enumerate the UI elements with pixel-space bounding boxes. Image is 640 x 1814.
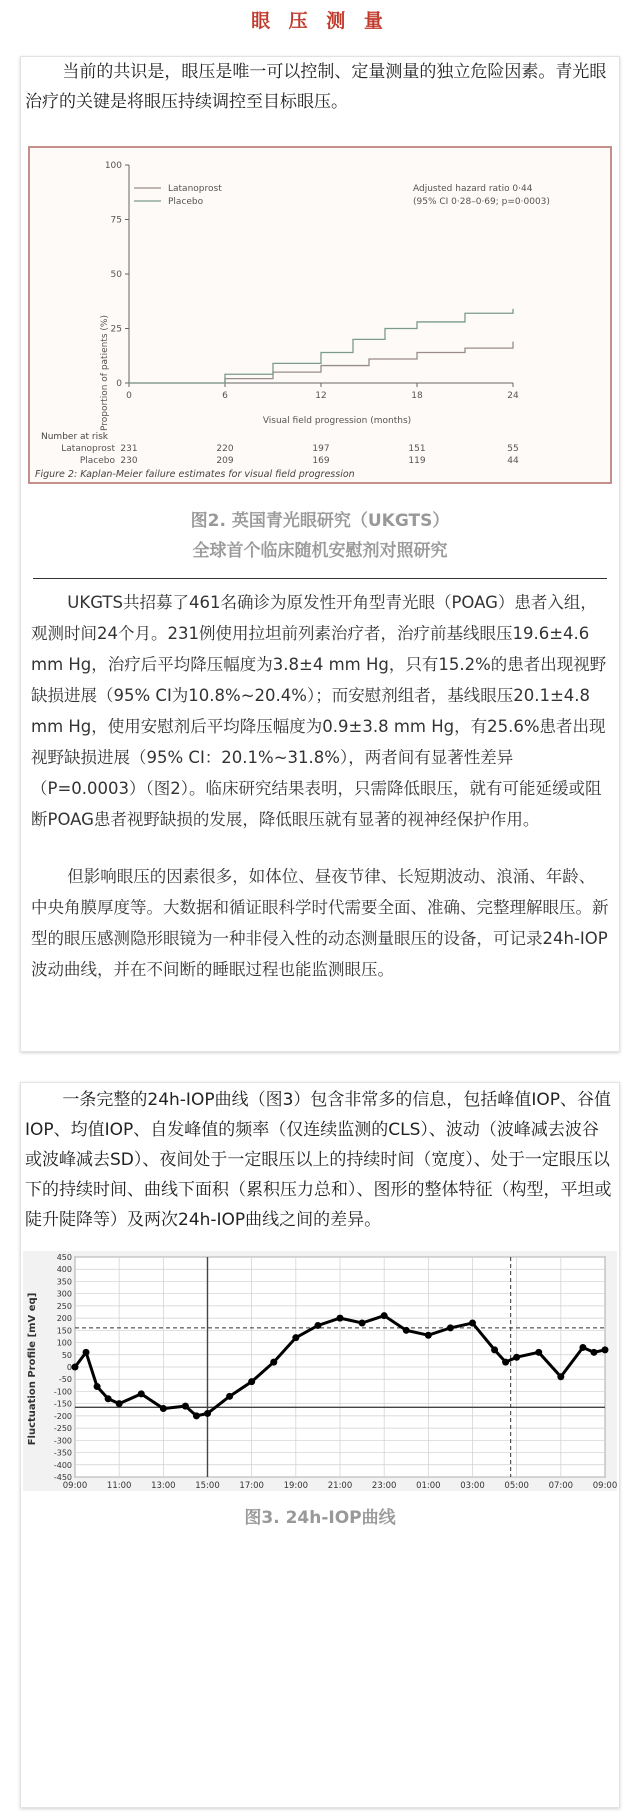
figure-3-y-label: Fluctuation Profile [mV eq] <box>27 1292 38 1446</box>
figure-2-caption-line1: 图2. 英国青光眼研究（UKGTS） <box>190 511 450 531</box>
iop-point <box>105 1395 112 1402</box>
y-tick-label: -400 <box>53 1460 72 1470</box>
iop-point <box>314 1322 321 1329</box>
x-tick-label: 6 <box>222 391 228 401</box>
x-tick-label: 09:00 <box>62 1481 88 1491</box>
risk-row-name-placebo: Placebo <box>79 456 115 466</box>
y-tick-label: -350 <box>53 1448 72 1458</box>
figure-2-caption-line2: 全球首个临床随机安慰剂对照研究 <box>192 541 448 561</box>
page-title: 眼 压 测 量 <box>251 10 389 32</box>
x-tick-label: 23:00 <box>371 1481 397 1491</box>
x-tick-label: 12 <box>315 391 327 401</box>
y-tick-label: 300 <box>56 1289 72 1299</box>
x-tick-label: 24 <box>507 391 519 401</box>
figure-2-km-chart <box>21 143 619 488</box>
risk-value: 220 <box>216 444 234 454</box>
iop-point <box>94 1383 101 1390</box>
risk-title: Number at risk <box>41 432 109 442</box>
iop-point <box>403 1327 410 1334</box>
iop-point <box>204 1410 211 1417</box>
ukgts-paragraph: UKGTS共招募了461名确诊为原发性开角型青光眼（POAG）患者入组，观测时间24个月。231例使用拉坦前列素治疗者，治疗前基线眼压19.6±4.6 mm Hg，治疗后平均降压幅度为3.8±4 mm Hg，只有15.2%的患者出现视野缺损进展（95% CI为10.8%~20.4%）；而安慰剂组者，基线眼压20.1±4.8 mm Hg，使用安慰剂后平均降压幅度为0.9±3.8 mm Hg，有25.6%患者出现视野缺损进展（95% CI：20.1%~31.8%），两者间有显著性差异（P=0.0003）（图2）。临床研究结果表明，只需降低眼压，就有可能延缓或阻断POAG患者视野缺损的发展，降低眼压就有显著的视神经保护作用。 <box>31 593 607 829</box>
y-tick-label: 150 <box>56 1326 72 1336</box>
x-tick-label: 13:00 <box>151 1481 176 1491</box>
figure-2-footnote: Figure 2: Kaplan-Meier failure estimates for visual field progression <box>35 469 355 480</box>
iop-point <box>83 1349 90 1356</box>
y-tick-label: 100 <box>56 1338 72 1348</box>
x-tick-label: 05:00 <box>504 1481 529 1491</box>
hazard-annotation-2: (95% CI 0·28–0·69; p=0·0003) <box>413 197 550 207</box>
iop-point <box>138 1390 145 1397</box>
y-tick-label: 400 <box>56 1265 72 1275</box>
y-tick-label: 0 <box>66 1363 72 1372</box>
iop-point <box>337 1315 344 1322</box>
iop-point <box>469 1320 476 1327</box>
legend-latanoprost: Latanoprost <box>168 184 222 194</box>
x-tick-label: 03:00 <box>460 1481 485 1491</box>
y-tick-label: -300 <box>53 1436 72 1446</box>
x-tick-label: 01:00 <box>416 1481 441 1491</box>
legend-placebo: Placebo <box>168 197 204 207</box>
content-card-1 <box>20 56 620 1052</box>
iop-point <box>502 1359 509 1366</box>
x-tick-label: 09:00 <box>592 1481 618 1491</box>
y-tick-label: -150 <box>53 1399 72 1409</box>
y-tick-label: 75 <box>110 215 122 226</box>
y-tick-label: 25 <box>110 324 122 335</box>
x-tick-label: 21:00 <box>327 1481 353 1491</box>
x-tick-label: 18 <box>411 391 423 401</box>
x-tick-label: 07:00 <box>548 1481 574 1491</box>
figure-3-caption: 图3. 24h-IOP曲线 <box>244 1508 396 1528</box>
y-tick-label: -250 <box>53 1424 72 1434</box>
y-tick-label: -100 <box>53 1387 72 1397</box>
content-card-2 <box>20 1082 620 1808</box>
risk-value: 119 <box>408 456 426 466</box>
iop-point <box>248 1378 255 1385</box>
iop-point <box>557 1373 564 1380</box>
iop-point <box>116 1400 123 1407</box>
y-tick-label: 100 <box>104 161 122 171</box>
iop-point <box>491 1346 498 1353</box>
iop-point <box>590 1349 597 1356</box>
iop-point <box>513 1354 520 1361</box>
y-axis-label: Proportion of patients (%) <box>100 315 110 431</box>
iop-point <box>270 1359 277 1366</box>
x-tick-label: 19:00 <box>283 1481 309 1491</box>
y-tick-label: 200 <box>56 1314 72 1324</box>
iop-point <box>535 1349 542 1356</box>
iop-point <box>193 1412 200 1419</box>
iop-point <box>425 1332 432 1339</box>
risk-value: 209 <box>216 456 234 466</box>
iop-point <box>359 1320 366 1327</box>
risk-row-name-latanoprost: Latanoprost <box>61 444 115 454</box>
iop-curve-paragraph: 一条完整的24h-IOP曲线（图3）包含非常多的信息，包括峰值IOP、谷值IOP、均值IOP、自发峰值的频率（仅连续监测的CLS）、波动（波峰减去波谷或波峰减去SD）、夜间处于一定眼压以上的持续时间（宽度）、处于一定眼压以下的持续时间、曲线下面积（累积压力总和）、图形的整体特征（构型，平坦或陡升陡降等）及两次24h-IOP曲线之间的差异。 <box>25 1090 612 1230</box>
y-tick-label: -450 <box>53 1473 72 1482</box>
iop-point <box>226 1393 233 1400</box>
y-tick-label: 450 <box>56 1253 72 1262</box>
risk-value: 197 <box>312 444 330 454</box>
y-tick-label: 0 <box>116 379 122 389</box>
risk-value: 231 <box>120 444 138 454</box>
iop-factors-paragraph: 但影响眼压的因素很多，如体位、昼夜节律、长短期波动、浪涌、年龄、中央角膜厚度等。大数据和循证眼科学时代需要全面、准确、完整理解眼压。新型的眼压感测隐形眼镜为一种非侵入性的动态测量眼压的设备，可记录24h-IOP波动曲线，并在不间断的睡眠过程也能监测眼压。 <box>31 867 609 979</box>
x-tick-label: 0 <box>126 391 132 401</box>
risk-value: 169 <box>312 456 330 466</box>
iop-point <box>182 1403 189 1410</box>
risk-value: 44 <box>507 456 519 466</box>
y-tick-label: -200 <box>53 1411 72 1421</box>
y-tick-label: 50 <box>61 1350 72 1360</box>
y-tick-label: 50 <box>110 270 122 280</box>
intro-paragraph: 当前的共识是，眼压是唯一可以控制、定量测量的独立危险因素。青光眼治疗的关键是将眼压持续调控至目标眼压。 <box>25 62 607 112</box>
iop-point <box>447 1324 454 1331</box>
y-tick-label: 250 <box>56 1301 72 1311</box>
iop-point <box>292 1334 299 1341</box>
iop-point <box>579 1344 586 1351</box>
y-tick-label: 350 <box>56 1277 72 1287</box>
risk-value: 151 <box>408 444 426 454</box>
x-tick-label: 17:00 <box>239 1481 264 1491</box>
hazard-annotation-1: Adjusted hazard ratio 0·44 <box>413 184 533 194</box>
y-tick-label: -50 <box>58 1375 72 1385</box>
iop-point <box>72 1364 79 1371</box>
iop-point <box>381 1312 388 1319</box>
risk-value: 55 <box>507 444 519 454</box>
risk-value: 230 <box>120 456 138 466</box>
x-axis-label: Visual field progression (months) <box>262 416 412 426</box>
figure-3-iop-chart <box>21 1251 619 1491</box>
x-tick-label: 15:00 <box>195 1481 220 1491</box>
x-tick-label: 11:00 <box>106 1481 132 1491</box>
iop-point <box>602 1346 609 1353</box>
iop-point <box>160 1405 167 1412</box>
